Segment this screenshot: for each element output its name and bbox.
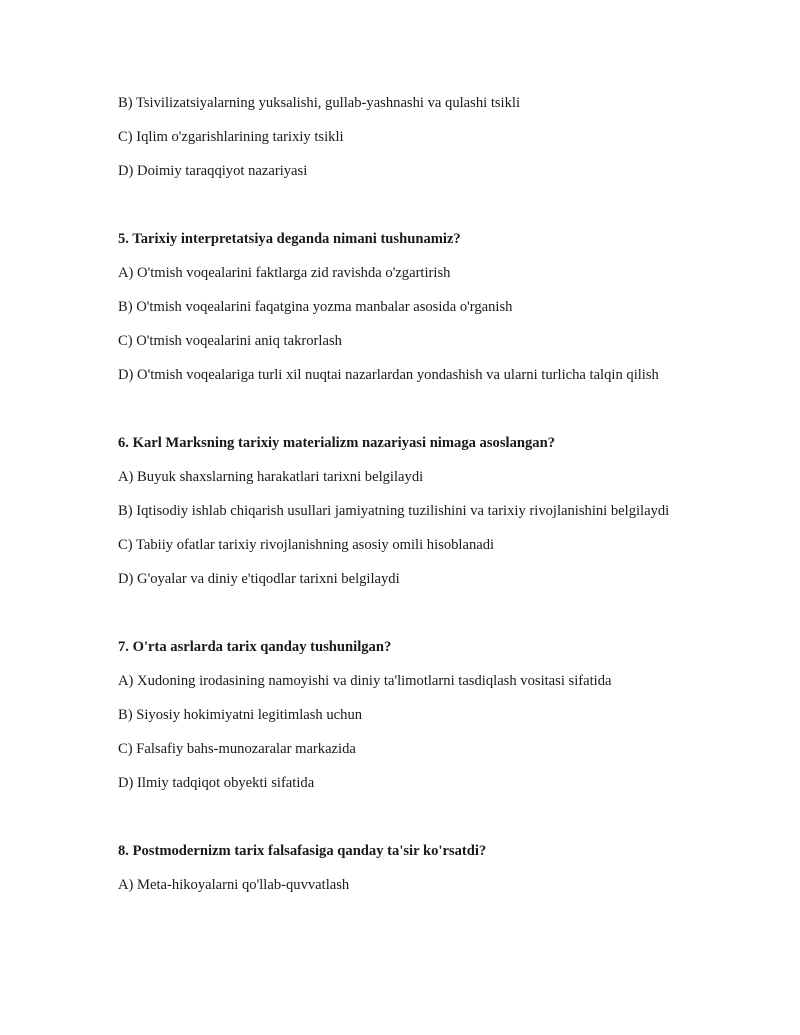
- answer-option: A) O'tmish voqealarini faktlarga zid ravishda o'zgartirish: [118, 265, 451, 281]
- answer-option: D) Doimiy taraqqiyot nazariyasi: [118, 163, 308, 179]
- answer-option: D) O'tmish voqealariga turli xil nuqtai nazarlardan yondashish va ularni turlicha talqin qilish: [118, 367, 659, 383]
- answer-option: A) Xudoning irodasining namoyishi va diniy ta'limotlarni tasdiqlash vositasi sifatida: [118, 673, 612, 689]
- answer-option: A) Meta-hikoyalarni qo'llab-quvvatlash: [118, 877, 350, 893]
- answer-option: C) Iqlim o'zgarishlarining tarixiy tsikli: [118, 129, 344, 145]
- question-title: 6. Karl Marksning tarixiy materializm nazariyasi nimaga asoslangan?: [118, 435, 555, 451]
- question-6: [118, 433, 678, 589]
- question-title: 7. O'rta asrlarda tarix qanday tushunilgan?: [118, 639, 392, 655]
- answer-option: C) Tabiiy ofatlar tarixiy rivojlanishning asosiy omili hisoblanadi: [118, 537, 495, 553]
- answer-option: C) O'tmish voqealarini aniq takrorlash: [118, 333, 342, 349]
- answer-option: D) Ilmiy tadqiqot obyekti sifatida: [118, 775, 315, 791]
- answer-option: D) G'oyalar va diniy e'tiqodlar tarixni belgilaydi: [118, 571, 400, 587]
- question-7: [118, 637, 678, 793]
- question-8: [118, 841, 678, 895]
- answer-option: B) O'tmish voqealarini faqatgina yozma manbalar asosida o'rganish: [118, 299, 513, 315]
- answer-option: B) Tsivilizatsiyalarning yuksalishi, gullab-yashnashi va qulashi tsikli: [118, 95, 521, 111]
- answer-option: A) Buyuk shaxslarning harakatlari tarixni belgilaydi: [118, 469, 424, 485]
- question-5: [118, 229, 678, 385]
- answer-option: B) Siyosiy hokimiyatni legitimlash uchun: [118, 707, 363, 723]
- continued-question: [118, 93, 678, 181]
- question-title: 8. Postmodernizm tarix falsafasiga qanday ta'sir ko'rsatdi?: [118, 843, 487, 859]
- answer-option: C) Falsafiy bahs-munozaralar markazida: [118, 741, 356, 757]
- document-page: [118, 93, 678, 909]
- answer-option: B) Iqtisodiy ishlab chiqarish usullari jamiyatning tuzilishini va tarixiy rivojlanishini belgilaydi: [118, 503, 670, 519]
- question-title: 5. Tarixiy interpretatsiya deganda nimani tushunamiz?: [118, 231, 461, 247]
